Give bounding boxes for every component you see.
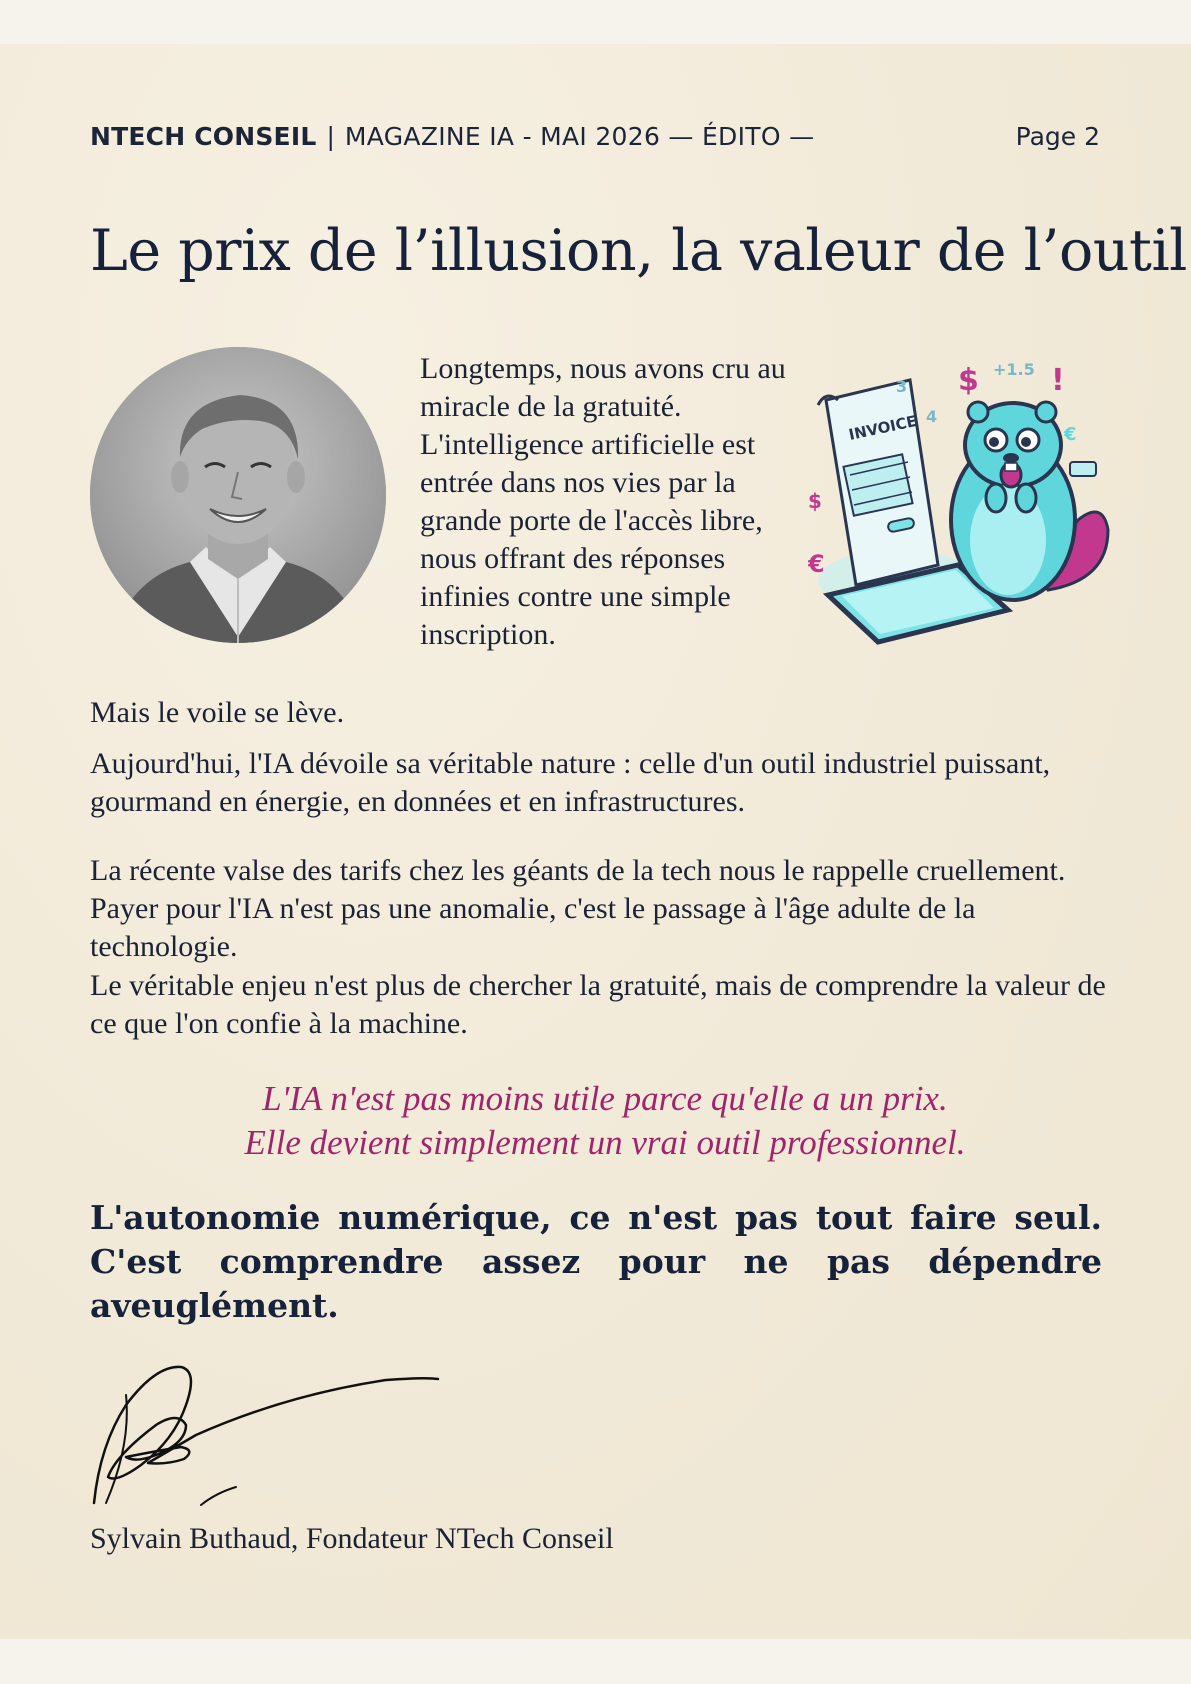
brand-name: NTECH CONSEIL (90, 122, 317, 151)
dollar-icon-small: $ (808, 489, 822, 513)
pull-quote (90, 1077, 1120, 1165)
magazine-issue: MAGAZINE IA - MAI 2026 — ÉDITO — (344, 122, 815, 151)
portrait-icon (90, 347, 386, 643)
increase-label: +1.5 (993, 360, 1035, 379)
signature-icon (86, 1355, 446, 1515)
intro-paragraph: Longtemps, nous avons cru au miracle de la gratuité. L'intelligence artificielle est entrée dans nos vies par la grande porte de l'accès libre, nous offrant des réponses infinies contre une simple inscription. (420, 352, 786, 651)
paragraph-2: Aujourd'hui, l'IA dévoile sa véritable nature : celle d'un outil industriel puissant, gourmand en énergie, en données et en infrastructures. (90, 747, 1051, 818)
page-header (90, 122, 1100, 151)
exclamation-icon: ! (1051, 363, 1065, 398)
euro-icon-small: € (1064, 424, 1077, 445)
beaver-illustration-icon (808, 350, 1120, 660)
pull-quote-line-1: L'IA n'est pas moins utile parce qu'elle a un prix. (262, 1079, 948, 1118)
header-separator: | (326, 122, 335, 151)
pull-quote-line-2: Elle devient simplement un vrai outil professionnel. (244, 1123, 966, 1162)
number-four: 4 (926, 407, 938, 426)
article-title: Le prix de l’illusion, la valeur de l’outil (90, 218, 1187, 284)
signature-name: Sylvain Buthaud, Fondateur NTech Conseil (90, 1522, 614, 1555)
paragraph-4: Le véritable enjeu n'est plus de chercher la gratuité, mais de comprendre la valeur de ce que l'on confie à la machine. (90, 969, 1106, 1040)
invoice-label: INVOICE (847, 411, 919, 444)
paragraph-3: La récente valse des tarifs chez les géants de la tech nous le rappelle cruellement. Payer pour l'IA n'est pas une anomalie, c'est le passage à l'âge adulte de la technologie. (90, 854, 1066, 963)
number-three: 3 (896, 377, 908, 396)
euro-icon: € (808, 550, 825, 578)
signature (86, 1355, 446, 1515)
page-number: Page 2 (1015, 122, 1100, 151)
beaver-invoice-illustration (808, 350, 1120, 660)
author-portrait (90, 347, 386, 643)
paragraph-1: Mais le voile se lève. (90, 696, 345, 729)
dollar-icon: $ (958, 363, 979, 398)
motto-statement: L'autonomie numérique, ce n'est pas tout faire seul. C'est comprendre assez pour ne pas dépendre aveuglément. (90, 1198, 1102, 1325)
banknote-icon (1070, 462, 1096, 476)
